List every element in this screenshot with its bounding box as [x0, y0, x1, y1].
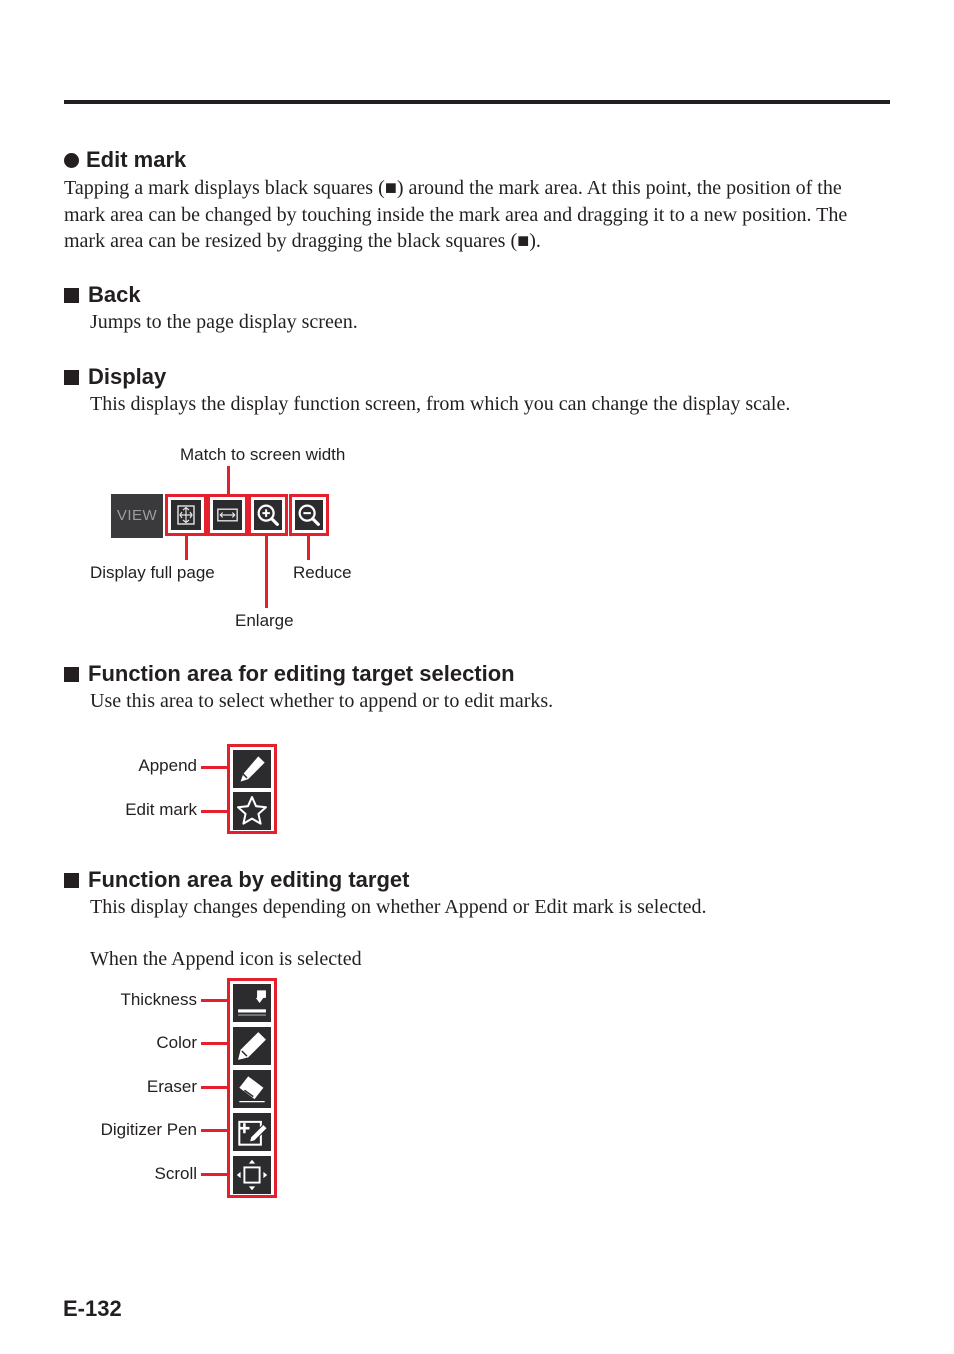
- by-target-body: This display changes depending on whether Append or Edit mark is selected.: [90, 896, 707, 918]
- leader-line: [307, 536, 310, 560]
- full-page-icon: [171, 500, 201, 530]
- label-thickness: Thickness: [120, 990, 197, 1009]
- label-enlarge: Enlarge: [235, 611, 294, 630]
- digitizer-pen-icon: [233, 1113, 271, 1151]
- thickness-icon: [233, 984, 271, 1022]
- label-match-width: Match to screen width: [180, 445, 346, 464]
- zoom-out-button[interactable]: [289, 494, 329, 536]
- fit-width-button[interactable]: [207, 494, 248, 536]
- append-button[interactable]: [233, 750, 271, 788]
- leader-line: [201, 1086, 227, 1089]
- label-reduce: Reduce: [293, 563, 352, 582]
- label-scroll: Scroll: [154, 1164, 197, 1183]
- digitizer-pen-button[interactable]: [233, 1113, 271, 1151]
- label-digitizer-pen: Digitizer Pen: [100, 1120, 197, 1139]
- square-bullet-icon: [64, 370, 79, 385]
- zoom-in-button[interactable]: [248, 494, 288, 536]
- edit-mark-button[interactable]: [233, 792, 271, 830]
- edit-mark-heading: Edit mark: [64, 147, 186, 173]
- page-number: E-132: [63, 1296, 122, 1321]
- label-edit-mark: Edit mark: [125, 800, 197, 819]
- zoom-in-icon: [254, 500, 282, 530]
- fit-width-icon: [213, 500, 242, 530]
- display-body: This displays the display function screen, from which you can change the display scale.: [90, 393, 791, 415]
- eraser-button[interactable]: [233, 1070, 271, 1108]
- back-heading: Back: [64, 282, 141, 308]
- leader-line: [201, 1173, 227, 1176]
- square-bullet-icon: [64, 288, 79, 303]
- header-rule: [64, 100, 890, 104]
- leader-line: [201, 810, 227, 813]
- thickness-button[interactable]: [233, 984, 271, 1022]
- selection-heading: Function area for editing target selection: [64, 661, 515, 687]
- zoom-out-icon: [295, 500, 323, 530]
- leader-line: [227, 466, 230, 495]
- selection-panel: [227, 744, 277, 834]
- label-append: Append: [138, 756, 197, 775]
- leader-line: [185, 536, 188, 560]
- label-eraser: Eraser: [146, 1077, 197, 1096]
- view-button[interactable]: VIEW: [111, 494, 163, 538]
- label-color: Color: [156, 1033, 197, 1052]
- color-button[interactable]: [233, 1027, 271, 1065]
- bullet-icon: [64, 153, 79, 168]
- label-full-page: Display full page: [90, 563, 215, 582]
- leader-line: [201, 766, 227, 769]
- by-target-heading: Function area by editing target: [64, 867, 409, 893]
- leader-line: [201, 1042, 227, 1045]
- color-icon: [233, 1027, 271, 1065]
- square-bullet-icon: [64, 873, 79, 888]
- by-target-subhead: When the Append icon is selected: [90, 948, 362, 970]
- leader-line: [201, 1129, 227, 1132]
- display-heading: Display: [64, 364, 166, 390]
- back-body: Jumps to the page display screen.: [90, 311, 358, 333]
- star-icon: [233, 792, 271, 830]
- leader-line: [265, 536, 268, 608]
- eraser-icon: [233, 1070, 271, 1108]
- scroll-button[interactable]: [233, 1156, 271, 1194]
- edit-mark-body: Tapping a mark displays black squares (■) around the mark area. At this point, the position of the mark area can be changed by touching inside the mark area and dragging it to a new position. The mark area can be resized by dragging the black squares (■).: [64, 177, 848, 252]
- full-page-button[interactable]: [165, 494, 207, 536]
- pen-icon: [233, 750, 271, 788]
- leader-line: [201, 999, 227, 1002]
- scroll-icon: [233, 1156, 271, 1194]
- selection-body: Use this area to select whether to append or to edit marks.: [90, 690, 554, 712]
- append-tools-panel: [227, 978, 277, 1198]
- square-bullet-icon: [64, 667, 79, 682]
